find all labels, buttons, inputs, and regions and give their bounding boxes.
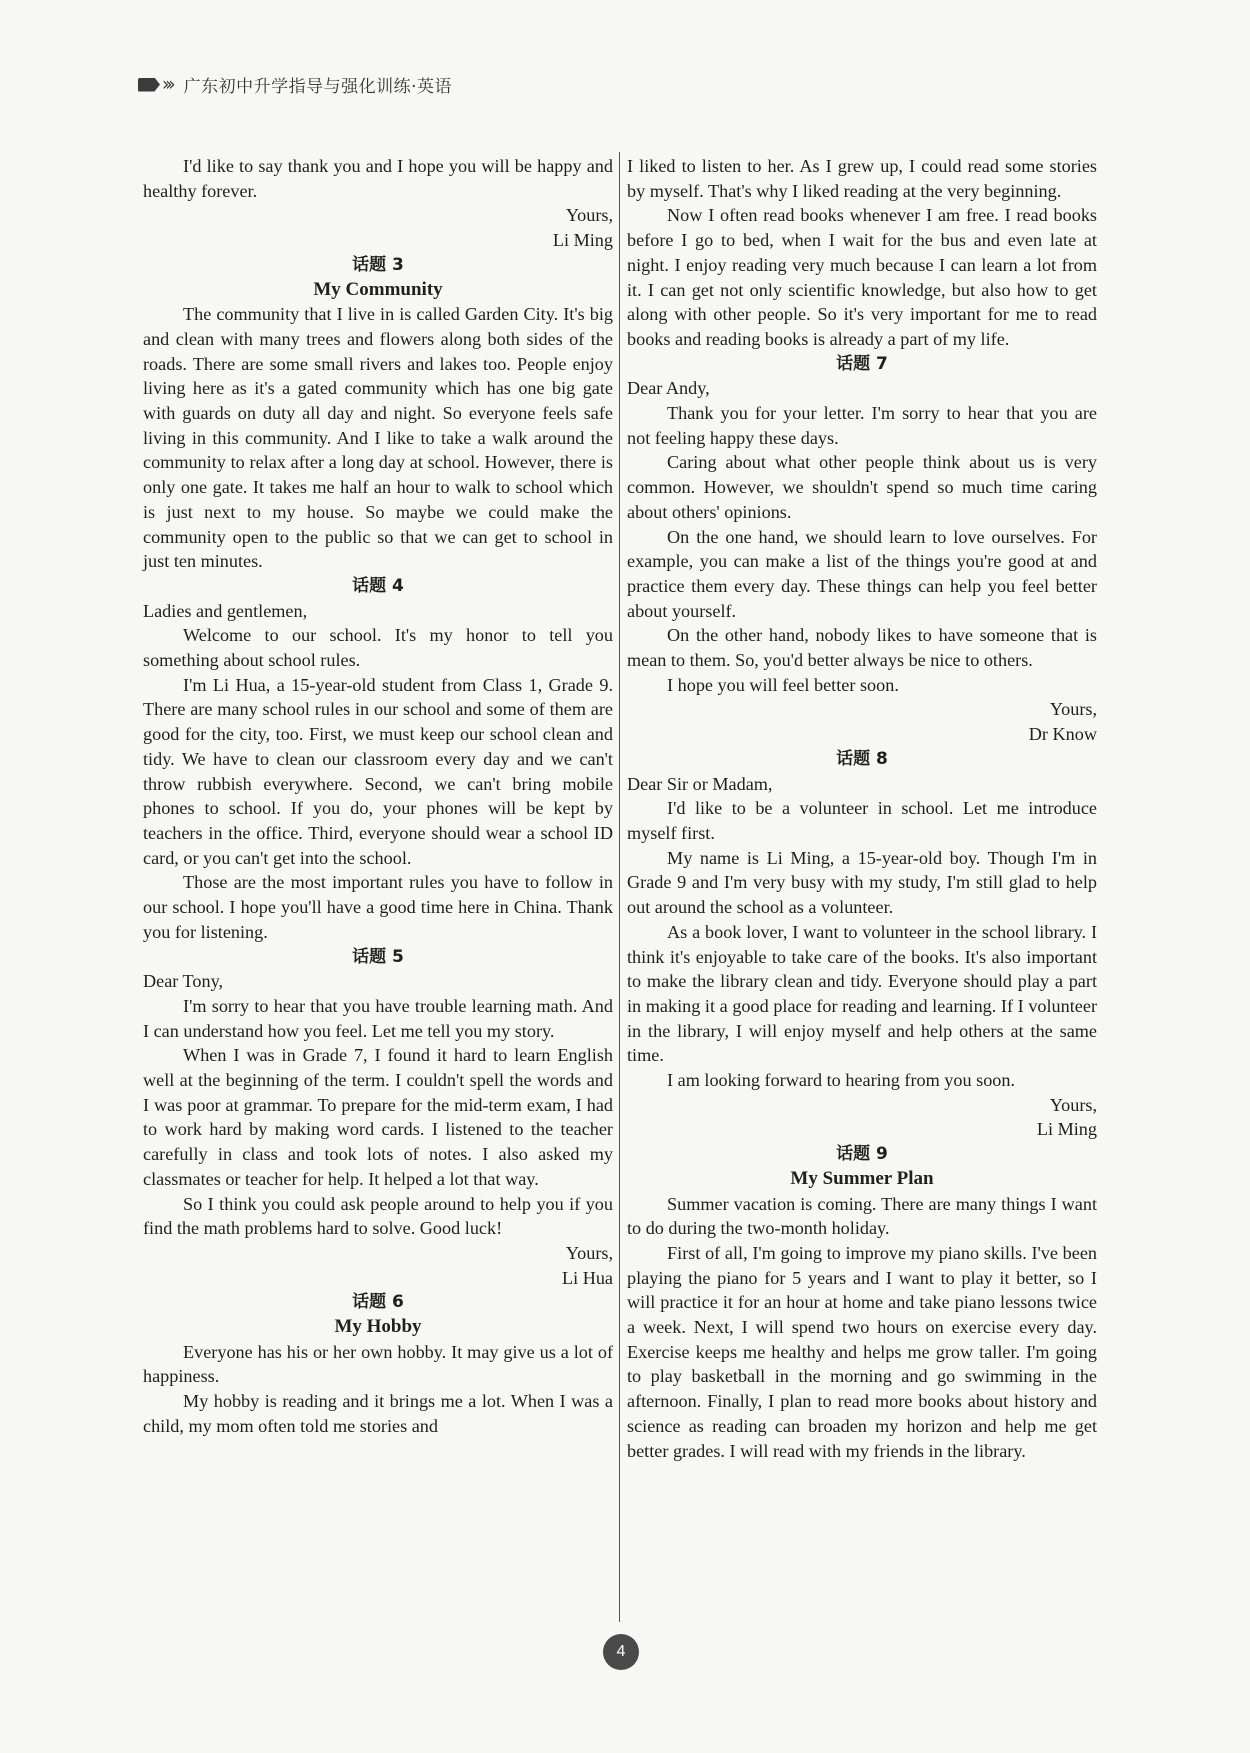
essay-paragraph: When I was in Grade 7, I found it hard to learn English well at the beginning of the term. I couldn't spell the words and I was poor at grammar. To prepare for the mid-term exam, I had to work hard by making word cards. I listened to the teacher carefully in class and took lots of notes. I also asked my classmates or teacher for help. It helped a lot that way. — [143, 1045, 613, 1189]
essay-paragraph: On the other hand, nobody likes to have someone that is mean to them. So, you'd better always be nice to others. — [627, 625, 1097, 671]
arrow-icon: ››› — [138, 74, 172, 95]
essay-paragraph: Welcome to our school. It's my honor to tell you something about school rules. — [143, 625, 613, 671]
essay-paragraph: I am looking forward to hearing from you soon. — [667, 1070, 1016, 1091]
greeting: Ladies and gentlemen, — [143, 600, 308, 621]
right-column — [627, 154, 1097, 1463]
essay-paragraph: My name is Li Ming, a 15-year-old boy. Though I'm in Grade 9 and I'm very busy with my study, I'm still glad to help out around the school as a volunteer. — [627, 847, 1097, 918]
essay-paragraph: So I think you could ask people around to help you if you find the math problems hard to solve. Good luck! — [143, 1193, 613, 1239]
essay-paragraph: Now I often read books whenever I am free. I read books before I go to bed, when I wait for the bus and even late at night. I enjoy reading very much because I can learn a lot from it. I can get not only scientific knowledge, but also how to get along with other people. So it's very important for me to read books and reading books is already a part of my life. — [627, 205, 1097, 349]
essay-paragraph: My hobby is reading and it brings me a lot. When I was a child, my mom often told me stories and — [143, 1391, 613, 1436]
page-header — [138, 72, 452, 97]
essay-paragraph: Everyone has his or her own hobby. It may give us a lot of happiness. — [143, 1341, 613, 1387]
header-title: 广东初中升学指导与强化训练·英语 — [183, 77, 453, 97]
essay-paragraph: I'd like to be a volunteer in school. Let me introduce myself first. — [627, 798, 1097, 843]
essay-paragraph: First of all, I'm going to improve my piano skills. I've been playing the piano for 5 years and I want to play it better, so I will practice it for an hour at home and take piano lessons twice a week. Next, I will spend two hours on exercise every day. Exercise keeps me healthy and helps me grow taller. I'm going to play basketball in the morning and go swimming in the afternoon. Finally, I plan to read more books about history and science as reading can broaden my horizon and help me get better grades. I will read with my friends in the library. — [627, 1242, 1097, 1461]
signature-name: Li Hua — [561, 1267, 613, 1288]
greeting: Dear Tony, — [143, 971, 224, 992]
sign-off: Yours, — [565, 1242, 613, 1263]
essay-paragraph: On the one hand, we should learn to love ourselves. For example, you can make a list of the things you're good at and practice them every day. These things can help you feel better about yourself. — [627, 526, 1097, 621]
essay-title: My Summer Plan — [790, 1167, 934, 1189]
topic-label: 话题 8 — [836, 748, 888, 769]
essay-title: My Hobby — [334, 1316, 422, 1338]
essay-title: My Community — [313, 278, 443, 300]
closing-paragraph: I'd like to say thank you and I hope you will be happy and healthy forever. — [143, 156, 613, 201]
topic-label: 话题 4 — [352, 575, 404, 596]
essay-paragraph: I hope you will feel better soon. — [667, 674, 899, 695]
essay-paragraph: Thank you for your letter. I'm sorry to hear that you are not feeling happy these days. — [627, 403, 1097, 448]
sign-off: Yours, — [1049, 1094, 1097, 1115]
signature-name: Li Ming — [552, 230, 613, 251]
signature-name: Dr Know — [1028, 724, 1097, 745]
column-divider — [619, 152, 620, 1622]
left-column — [143, 154, 613, 1439]
sign-off: Yours, — [565, 205, 613, 226]
essay-paragraph: I'm Li Hua, a 15-year-old student from Class 1, Grade 9. There are many school rules in our school and some of them are good for the city, too. First, we must keep our school clean and tidy. We have to clean our classroom every day and we can't throw rubbish everywhere. Second, we can't bring mobile phones to school. If you do, your phones will be kept by teachers in the office. Third, everyone should wear a school ID card, or you can't get into the school. — [143, 674, 613, 868]
greeting: Dear Sir or Madam, — [627, 773, 773, 794]
topic-label: 话题 6 — [352, 1292, 404, 1313]
essay-paragraph: As a book lover, I want to volunteer in the school library. I think it's enjoyable to take care of the books. It's also important to make the library clean and tidy. Everyone should play a part in making it a good place for reading and learning. If I volunteer in the library, I will enjoy myself and help others at the same time. — [627, 921, 1097, 1066]
essay-paragraph: Summer vacation is coming. There are many things I want to do during the two-month holiday. — [627, 1193, 1097, 1239]
essay-paragraph: The community that I live in is called Garden City. It's big and clean with many trees and flowers along both sides of the roads. There are some small rivers and lakes too. People enjoy living here as it's a gated community which has one big gate with guards on duty all day and night. So everyone feels safe living in this community. And I like to take a walk around the community to relax after a long day at school. However, there is only one gate. It takes me half an hour to walk to school which is just next to my house. So maybe we could make the community open to the public so that we can get to school in just ten minutes. — [143, 304, 613, 572]
greeting: Dear Andy, — [627, 378, 710, 399]
topic-label: 话题 5 — [352, 946, 404, 967]
topic-label: 话题 7 — [836, 353, 888, 374]
page-number: 4 — [603, 1634, 639, 1670]
essay-paragraph: Caring about what other people think about us is very common. However, we shouldn't spend so much time caring about others' opinions. — [627, 452, 1097, 522]
essay-paragraph: I liked to listen to her. As I grew up, I could read some stories by myself. That's why I liked reading at the very beginning. — [627, 156, 1097, 201]
essay-paragraph: Those are the most important rules you have to follow in our school. I hope you'll have a good time here in China. Thank you for listening. — [143, 872, 613, 942]
essay-paragraph: I'm sorry to hear that you have trouble learning math. And I can understand how you feel. Let me tell you my story. — [143, 995, 613, 1041]
sign-off: Yours, — [1049, 699, 1097, 720]
topic-label: 话题 3 — [352, 254, 404, 275]
topic-label: 话题 9 — [836, 1144, 888, 1165]
signature-name: Li Ming — [1036, 1119, 1097, 1140]
